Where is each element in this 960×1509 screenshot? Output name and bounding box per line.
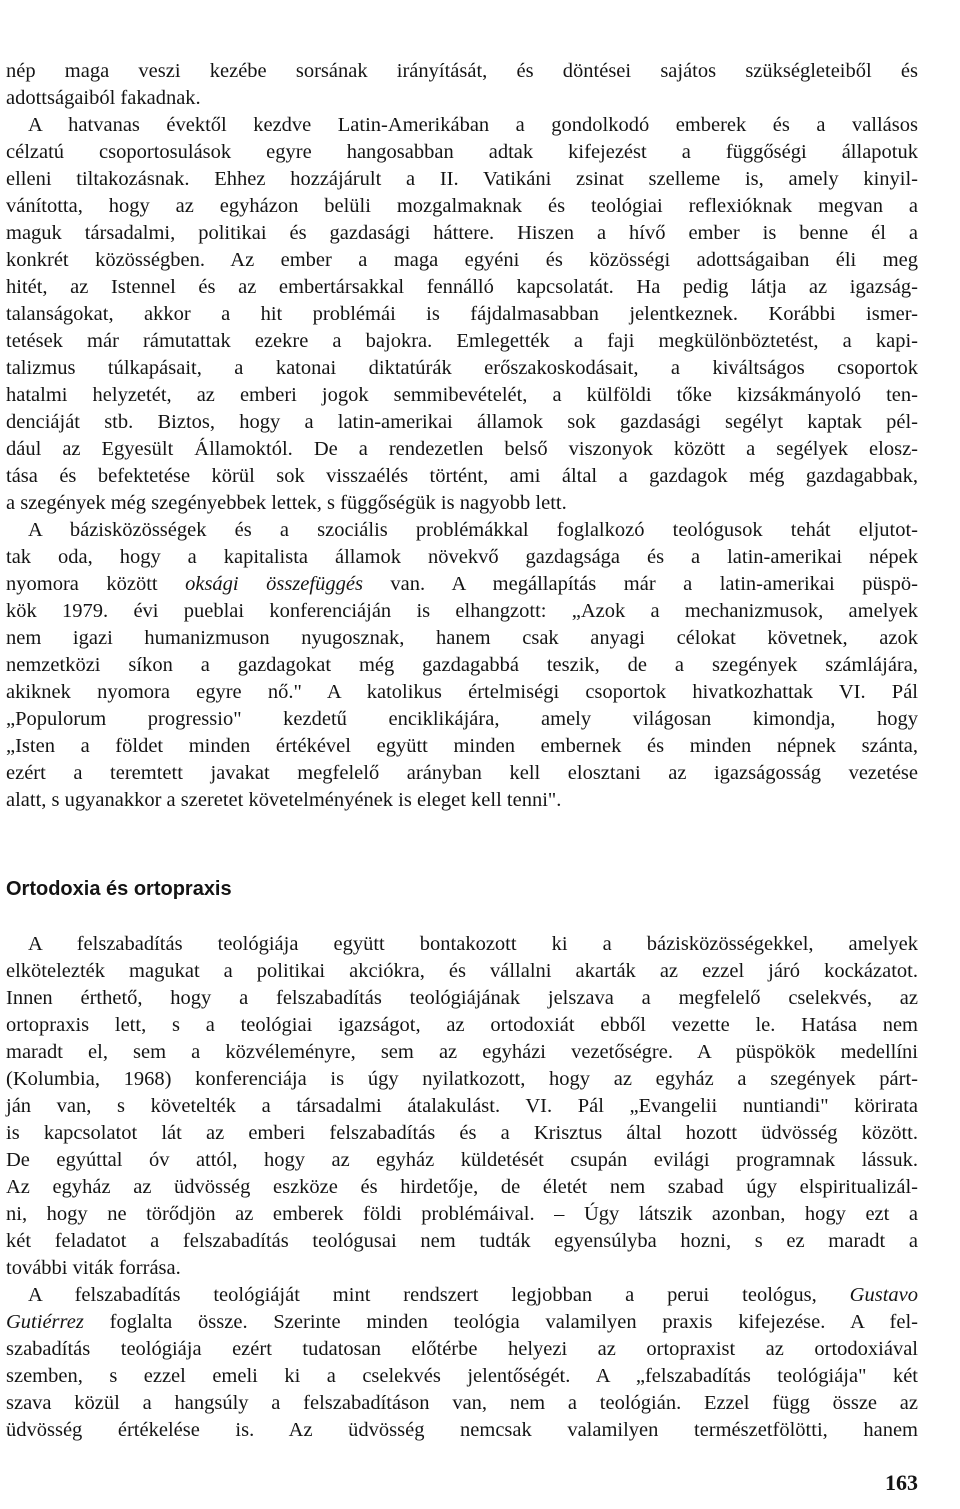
- text-line: A bázisközösségek és a szociális problémákkal foglalkozó teológusok tehát eljutot-: [28, 519, 918, 541]
- text-line: denciáját stb. Biztos, hogy a latin-amerikai államok sok gazdasági segélyt kaptak pél-: [6, 411, 918, 433]
- text-line: „Isten a földet minden értékével együtt minden embernek és minden népnek szánta,: [6, 735, 918, 757]
- text-run: nyomora között: [6, 573, 186, 595]
- text-line: nem igazi humanizmuson nyugosznak, hanem csak anyagi célokat követnek, azok: [6, 627, 918, 649]
- text-run: A felszabadítás teológiáját mint rendszert legjobban a perui teológus,: [28, 1284, 850, 1306]
- text-line: maradt el, sem a közvéleményre, sem az egyházi vezetőségre. A püspökök medellíni: [6, 1041, 918, 1063]
- text-line: tetések már rámutattak ezekre a bajokra. Emlegették a faji megkülönböztetést, a kapi-: [6, 330, 918, 352]
- author-name-italic: Gutiérrez: [6, 1311, 84, 1333]
- text-line: üdvösség értékelése is. Az üdvösség nemcsak valamilyen természetfölötti, hanem: [6, 1419, 918, 1441]
- text-line: talizmus túlkapásait, a katonai diktatúrák erőszakoskodásait, a kiváltságos csoportok: [6, 357, 918, 379]
- page-number: 163: [885, 1470, 918, 1495]
- text-run: van. A megállapítás már a latin-amerikai püspö-: [362, 573, 918, 595]
- text-line: ján van, s követelték a társadalmi átalakulást. VI. Pál „Evangelii nuntiandi" körirata: [6, 1095, 918, 1117]
- text-line: [6, 1309, 918, 1336]
- section-heading: Ortodoxia és ortopraxis: [6, 878, 232, 900]
- text-line: elkötelezték magukat a politikai akciókra, és vállalni akarták az ezzel járó kockázatot.: [6, 960, 918, 982]
- author-name-italic: Gustavo: [849, 1284, 918, 1306]
- text-line: vánította, hogy az egyházon belüli mozgalmaknak és teológiai reflexióknak megvan a: [6, 195, 918, 217]
- text-line: dául az Egyesült Államoktól. De a rendezetlen belső viszonyok között a segélyek elosz-: [6, 438, 918, 460]
- text-line: talanságokat, akkor a hit problémái is fájdalmasabban jelentkeznek. Korábbi ismer-: [6, 303, 918, 325]
- text-line: tak oda, hogy a kapitalista államok növekvő gazdagsága és a latin-amerikai népek: [6, 546, 918, 568]
- text-line: A felszabadítás teológiája együtt bontakozott ki a bázisközösségekkel, amelyek: [28, 933, 918, 955]
- text-line: „Populorum progressio" kezdetű enciklikájára, amely világosan kimondja, hogy: [6, 708, 918, 730]
- text-line: konkrét közösségben. Az ember a maga egyéni és közösségi adottságaiban éli meg: [6, 249, 918, 271]
- text-line: [6, 571, 918, 598]
- text-line: [28, 1282, 918, 1309]
- italic-phrase: oksági összefüggés: [185, 573, 363, 595]
- text-line: ni, hogy ne törődjön az emberek földi problémáival. – Úgy látszik azonban, hogy ezt a: [6, 1203, 918, 1225]
- text-line: Az egyház az üdvösség eszköze és hirdetője, de életét nem szabad úgy elspiritualizál-: [6, 1176, 918, 1198]
- text-line: nemzetközi síkon a gazdagokat még gazdagabbá teszik, de a szegények számlájára,: [6, 654, 918, 676]
- text-line: hatalmi helyzetét, az emberi jogok semmibevételét, a külföldi tőke kizsákmányoló ten-: [6, 384, 918, 406]
- text-line: is kapcsolatot lát az emberi felszabadítás és a Krisztus által hozott üdvösség között.: [6, 1122, 918, 1144]
- text-line: célzatú csoportosulások egyre hangosabban adtak kifejezést a függőségi állapotuk: [6, 141, 918, 163]
- text-line: nép maga veszi kezébe sorsának irányítását, és döntései sajátos szükségleteiből és: [6, 60, 918, 82]
- text-line: A hatvanas évektől kezdve Latin-Amerikában a gondolkodó emberek és a vallásos: [28, 114, 918, 136]
- text-line: ezért a teremtett javakat megfelelő arányban kell elosztani az igazságosság vezetése: [6, 762, 918, 784]
- text-line: akiknek nyomora egyre nő." A katolikus értelmiségi csoportok hivatkozhattak VI. Pál: [6, 681, 918, 703]
- text-line: hitét, az Istennel és az embertársakkal fennálló kapcsolatát. Ha pedig látja az igazság-: [6, 276, 918, 298]
- text-line: két feladatot a felszabadítás teológusai nem tudták egyensúlyba hozni, s ez maradt a: [6, 1230, 918, 1252]
- text-line: Innen érthető, hogy a felszabadítás teológiájának jelszava a megfelelő cselekvés, az: [6, 987, 918, 1009]
- text-line: maguk társadalmi, politikai és gazdasági háttere. Hiszen a hívő ember is benne él a: [6, 222, 918, 244]
- text-line: elleni tiltakozásnak. Ehhez hozzájárult a II. Vatikáni zsinat szelleme is, amely kinyil-: [6, 168, 918, 190]
- text-line: szabadítás teológiája ezért tudatosan előtérbe helyezi az ortopraxist az ortodoxiával: [6, 1338, 918, 1360]
- text-run: foglalta össze. Szerinte minden teológia valamilyen praxis kifejezése. A fel-: [83, 1311, 918, 1333]
- text-line: a szegények még szegényebbek lettek, s függőségük is nagyobb lett.: [6, 492, 567, 514]
- text-line: szemben, s ezzel emeli ki a cselekvés jelentőségét. A „felszabadítás teológiája" két: [6, 1365, 918, 1387]
- text-line: kök 1979. évi pueblai konferenciáján is elhangzott: „Azok a mechanizmusok, amelyek: [6, 600, 918, 622]
- text-line: szava közül a hangsúly a felszabadításon van, nem a teológián. Ezzel függ össze az: [6, 1392, 918, 1414]
- text-line: adottságaiból fakadnak.: [6, 87, 201, 109]
- text-line: ortopraxis lett, s a teológiai igazságot, az ortodoxiát ebből vezette le. Hatása nem: [6, 1014, 918, 1036]
- text-line: alatt, s ugyanakkor a szeretet követelményének is eleget kell tenni".: [6, 789, 562, 811]
- text-line: (Kolumbia, 1968) konferenciája is úgy nyilatkozott, hogy az egyház a szegények párt-: [6, 1068, 918, 1090]
- text-line: tása és befektetése körül sok visszaélés történt, ami által a gazdagok még gazdagabbak,: [6, 465, 918, 487]
- text-line: további viták forrása.: [6, 1257, 181, 1279]
- text-line: De egyúttal óv attól, hogy az egyház küldetését csupán evilági programnak lássuk.: [6, 1149, 918, 1171]
